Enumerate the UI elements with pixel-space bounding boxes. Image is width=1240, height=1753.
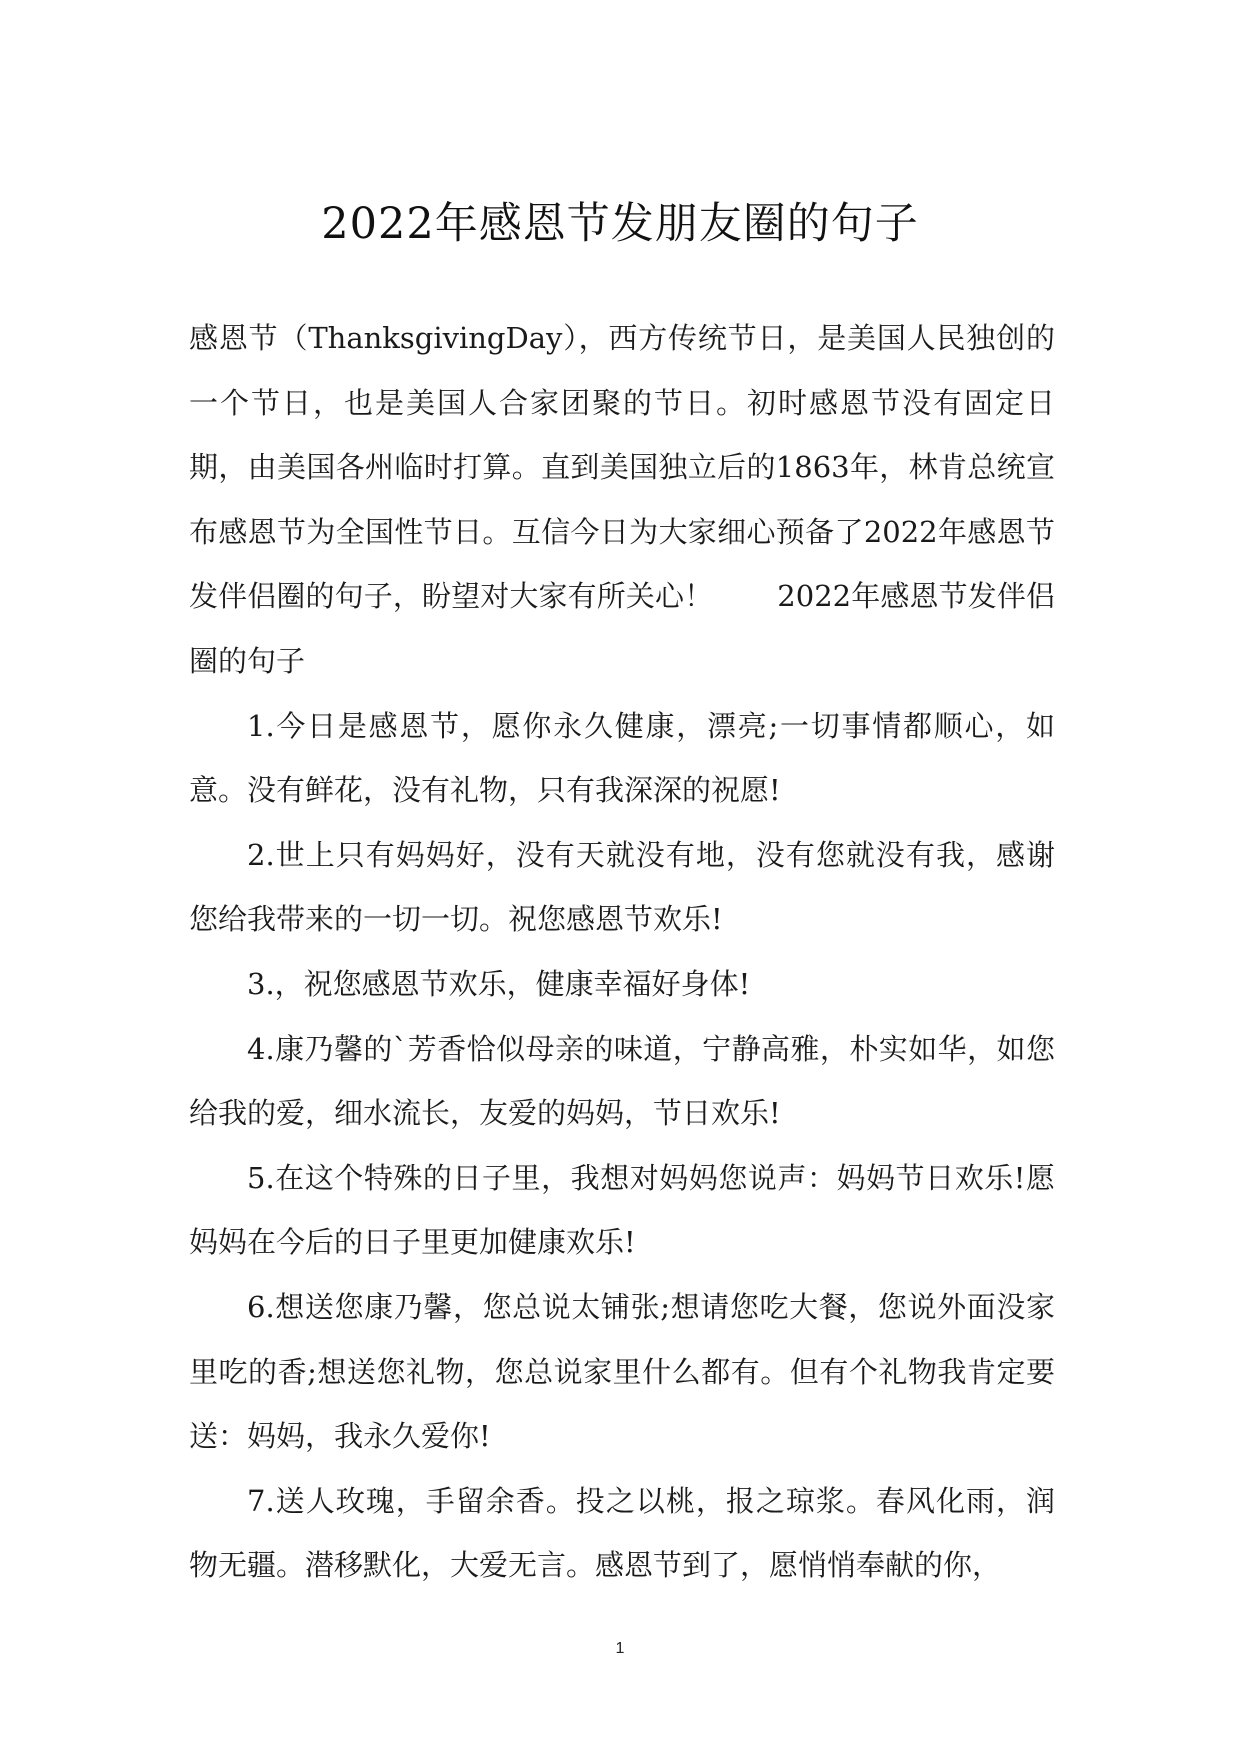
intro-subheading: 2022年感恩节发伴侣圈的句子 <box>189 579 1055 678</box>
list-item: 1.今日是感恩节，愿你永久健康，漂亮;一切事情都顺心，如意。没有鲜花，没有礼物，只有我深深的祝愿! <box>189 708 1055 808</box>
intro-text: 感恩节（ThanksgivingDay），西方传统节日，是美国人民独创的一个节日，也是美国人合家团聚的节日。初时感恩节没有固定日期，由美国各州临时打算。直到美国独立后的1863年，林肯总统宣布感恩节为全国性节日。互信今日为大家细心预备了2022年感恩节发伴侣圈的句子，盼望对大家有所关心！ <box>189 321 1055 614</box>
list-item: 4.康乃馨的`芳香恰似母亲的味道，宁静高雅，朴实如华，如您给我的爱，细水流长，友爱的妈妈，节日欢乐! <box>189 1031 1055 1131</box>
page-number: 1 <box>615 1640 625 1657</box>
document-body <box>189 306 1055 1598</box>
list-item: 3.，祝您感恩节欢乐，健康幸福好身体! <box>247 966 751 1001</box>
list-item: 5.在这个特殊的日子里，我想对妈妈您说声：妈妈节日欢乐!愿妈妈在今后的日子里更加健康欢乐! <box>189 1160 1055 1260</box>
list-item: 7.送人玫瑰，手留余香。投之以桃，报之琼浆。春风化雨，润物无疆。潜移默化，大爱无言。感恩节到了，愿悄悄奉献的你， <box>189 1483 1055 1583</box>
list-item: 6.想送您康乃馨，您总说太铺张;想请您吃大餐，您说外面没家里吃的香;想送您礼物，您总说家里什么都有。但有个礼物我肯定要送：妈妈，我永久爱你! <box>189 1289 1055 1454</box>
intro-paragraph <box>189 306 1055 694</box>
page-title: 2022年感恩节发朋友圈的句子 <box>321 199 919 249</box>
list-item: 2.世上只有妈妈好，没有天就没有地，没有您就没有我，感谢您给我带来的一切一切。祝您感恩节欢乐! <box>189 837 1055 937</box>
